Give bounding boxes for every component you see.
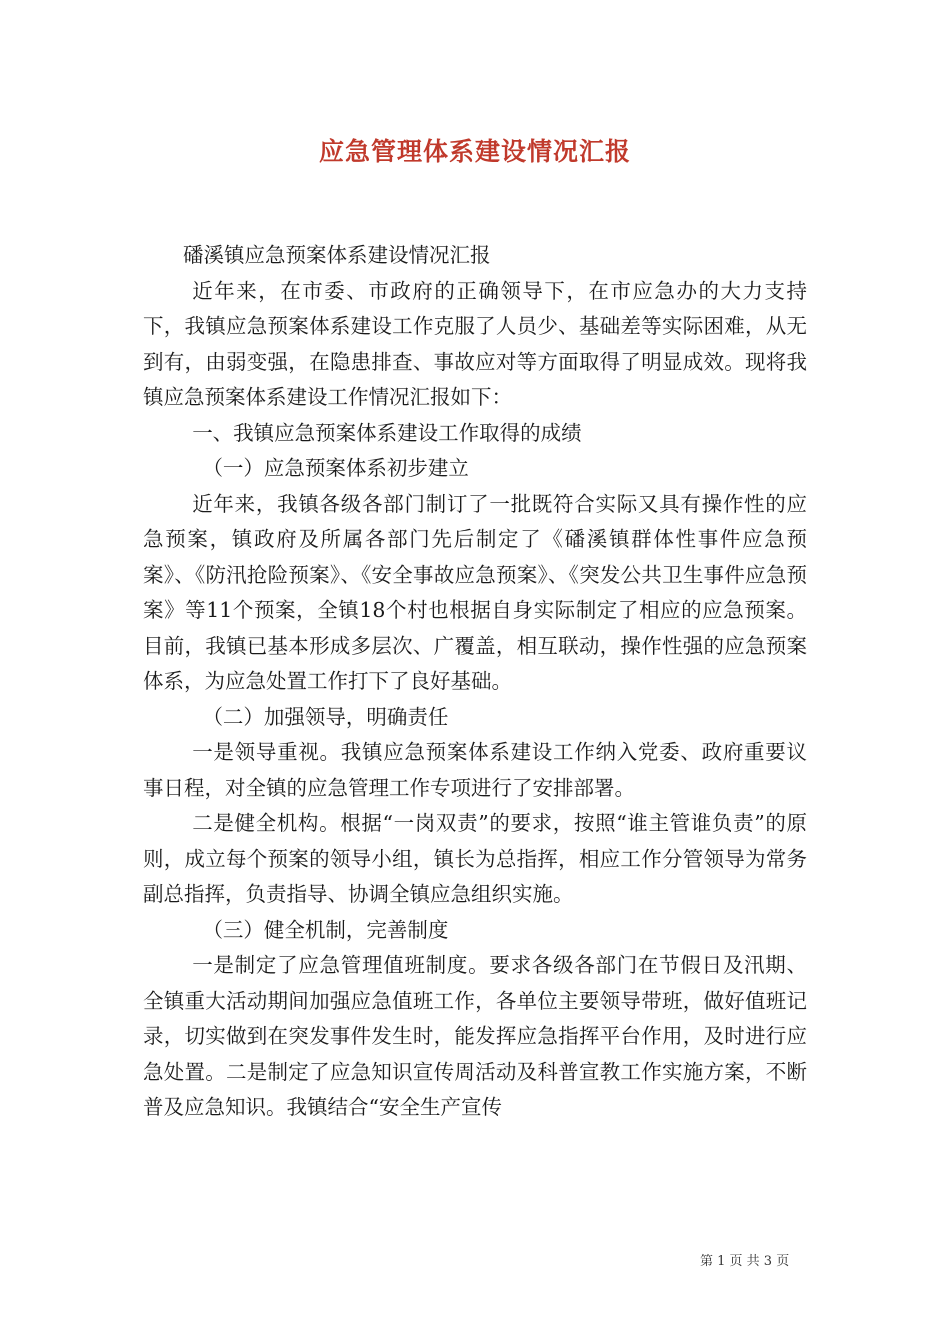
subsection-heading-2: （二）加强领导，明确责任 xyxy=(202,704,449,729)
page-number-footer: 第 1 页 共 3 页 xyxy=(700,1254,790,1269)
intro-paragraph: 近年来，在市委、市政府的正确领导下，在市应急办的大力支持下，我镇应急预案体系建设工作克服了人员少、基础差等实际困难，从无到有，由弱变强，在隐患排查、事故应对等方面取得了明显成效。现将我镇应急预案体系建设工作情况汇报如下： xyxy=(143,278,807,409)
subsection-heading-1: （一）应急预案体系初步建立 xyxy=(202,456,469,480)
subsection-heading-3: （三）健全机制，完善制度 xyxy=(202,917,449,942)
body-paragraph: 一是领导重视。我镇应急预案体系建设工作纳入党委、政府重要议事日程，对全镇的应急管理工作专项进行了安排部署。 xyxy=(143,740,807,800)
body-paragraph: 近年来，我镇各级各部门制订了一批既符合实际又具有操作性的应急预案，镇政府及所属各部门先后制定了《磻溪镇群体性事件应急预案》、《防汛抢险预案》、《安全事故应急预案》、《突发公共卫生事件应急预案》等11个预案，全镇18个村也根据自身实际制定了相应的应急预案。目前，我镇已基本形成多层次、广覆盖，相互联动，操作性强的应急预案体系，为应急处置工作打下了良好基础。 xyxy=(143,491,807,693)
document-subtitle: 磻溪镇应急预案体系建设情况汇报 xyxy=(182,243,491,267)
document-title: 应急管理体系建设情况汇报 xyxy=(318,137,631,166)
body-paragraph: 二是健全机构。根据“一岗双责”的要求，按照“谁主管谁负责”的原则，成立每个预案的领导小组，镇长为总指挥，相应工作分管领导为常务副总指挥，负责指导、协调全镇应急组织实施。 xyxy=(143,811,807,906)
document-body xyxy=(143,238,807,1126)
body-paragraph: 一是制定了应急管理值班制度。要求各级各部门在节假日及汛期、全镇重大活动期间加强应急值班工作，各单位主要领导带班，做好值班记录，切实做到在突发事件发生时，能发挥应急指挥平台作用，及时进行应急处置。二是制定了应急知识宣传周活动及科普宣教工作实施方案，不断普及应急知识。我镇结合“安全生产宣传 xyxy=(143,953,807,1119)
section-heading-1: 一、我镇应急预案体系建设工作取得的成绩 xyxy=(192,420,582,445)
